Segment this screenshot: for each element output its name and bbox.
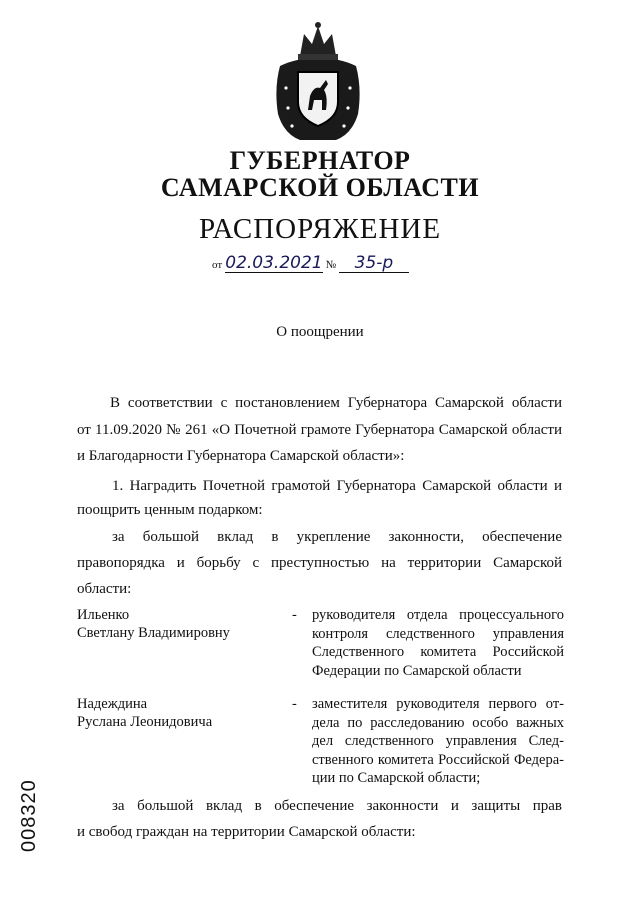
reason2-line-1: за большой вклад в обеспечение законности и защиты прав	[112, 798, 562, 814]
awardee-dash: -	[292, 696, 297, 712]
role-line: ственного комитета Российской Федера-	[312, 751, 564, 768]
awardee-given-names: Светлану Владимировну	[77, 625, 230, 641]
role-line: Федерации по Самарской области	[312, 662, 522, 679]
samara-coat-of-arms-icon	[270, 18, 366, 146]
reason2-line-2: и свобод граждан на территории Самарской области:	[77, 824, 416, 840]
issuer-title-line1: ГУБЕРНАТОР	[229, 146, 411, 175]
item1-line-1: 1. Наградить Почетной грамотой Губернатора Самарской области и	[112, 478, 562, 494]
awardee-role	[312, 606, 564, 680]
awardee-name	[77, 606, 230, 642]
role-line: дела по расследованию особо важных	[312, 714, 564, 731]
reason1-line-3: области:	[77, 581, 132, 597]
serial-number: 008320	[18, 779, 40, 852]
role-line: ции по Самарской области;	[312, 770, 481, 786]
awardee-role	[312, 695, 564, 788]
role-line: дел следственного управления След-	[312, 733, 564, 749]
awardee-surname: Ильенко	[77, 607, 130, 623]
document-subject: О поощрении	[276, 324, 364, 340]
role-line: руководителя отдела процессуального	[312, 607, 564, 623]
reason1-line-2: правопорядка и борьбу с преступностью на территории Самарской	[77, 555, 562, 571]
awardee-dash: -	[292, 607, 297, 623]
role-line: заместителя руководителя первого от-	[312, 696, 564, 712]
awardee-surname: Надеждина	[77, 696, 148, 712]
intro-line-3: и Благодарности Губернатора Самарской области»:	[77, 448, 405, 464]
date-prefix: от	[212, 259, 223, 271]
document-type: РАСПОРЯЖЕНИЕ	[198, 213, 442, 245]
issuer-title-line2: САМАРСКОЙ ОБЛАСТИ	[160, 173, 480, 202]
intro-line-1: В соответствии с постановлением Губернатора Самарской области	[110, 395, 562, 411]
date-value: 02.03.2021	[225, 253, 323, 273]
role-line: Следственного комитета Российской	[312, 644, 564, 660]
item1-line-2: поощрить ценным подарком:	[77, 502, 263, 518]
awardee-given-names: Руслана Леонидовича	[77, 714, 213, 730]
number-prefix: №	[325, 259, 337, 271]
reason1-line-1: за большой вклад в укрепление законности, обеспечение	[112, 529, 562, 545]
awardee-name	[77, 695, 212, 731]
role-line: контроля следственного управления	[312, 625, 564, 642]
number-value: 35-р	[339, 254, 409, 273]
intro-line-2: от 11.09.2020 № 261 «О Почетной грамоте Губернатора Самарской области	[77, 422, 562, 438]
date-number-line	[212, 254, 409, 273]
